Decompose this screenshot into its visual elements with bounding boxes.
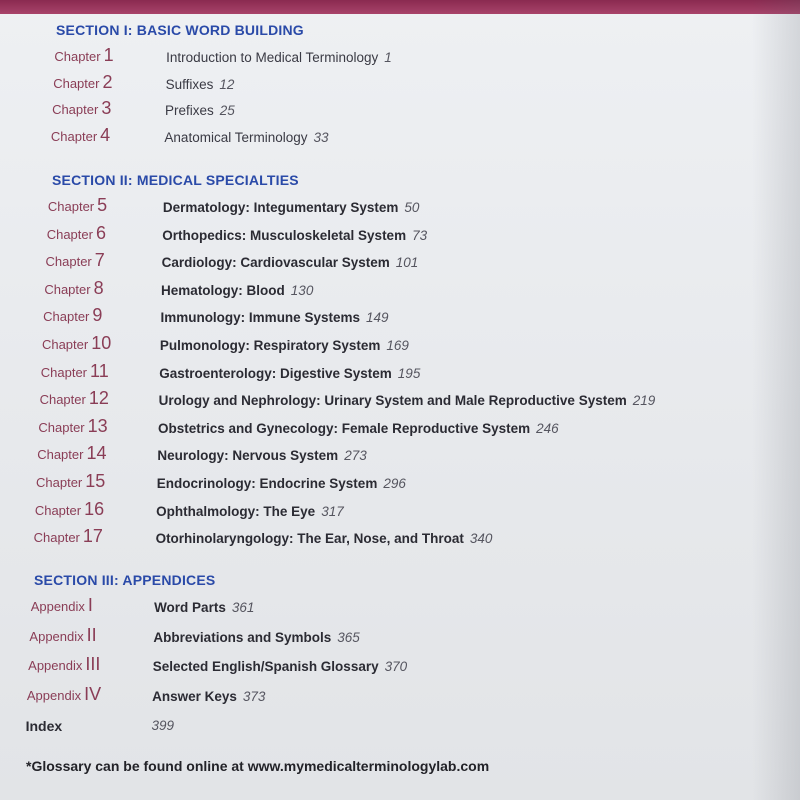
- entry-title: [162, 228, 427, 243]
- entry-label: [42, 333, 111, 354]
- entry-label: [26, 718, 63, 734]
- toc-entry: [40, 385, 800, 411]
- toc-entry: [37, 440, 797, 466]
- entry-title-text: Ophthalmology: The Eye: [156, 503, 316, 519]
- entry-title: [161, 283, 313, 298]
- entry-title: [156, 504, 344, 519]
- entry-label: [51, 125, 110, 146]
- toc-entry: [35, 496, 795, 522]
- entry-title: [160, 338, 409, 353]
- section-heading: SECTION I: BASIC WORD BUILDING: [56, 22, 304, 38]
- entry-number: 8: [93, 277, 104, 298]
- entry-number: III: [85, 654, 101, 674]
- entry-title: [160, 310, 388, 325]
- entry-title: [151, 718, 174, 733]
- entry-label: [43, 305, 102, 326]
- entry-title-text: Obstetrics and Gynecology: Female Reproductive System: [158, 420, 531, 436]
- entry-label: [46, 250, 105, 271]
- entry-title: [159, 366, 420, 381]
- entry-title-text: Neurology: Nervous System: [157, 448, 339, 464]
- entry-number: 15: [85, 471, 106, 491]
- entry-number: 11: [90, 360, 109, 381]
- entry-title: [157, 448, 366, 463]
- entry-label-text: Chapter: [39, 392, 86, 408]
- entry-page-number: 370: [384, 659, 408, 674]
- entry-page-number: 399: [151, 718, 174, 733]
- entry-label: [54, 45, 113, 66]
- entry-page-number: 33: [313, 129, 329, 145]
- entry-title: [164, 130, 328, 145]
- entry-label-text: Appendix: [26, 687, 82, 703]
- entry-title-text: Abbreviations and Symbols: [153, 629, 332, 645]
- entry-title: [153, 659, 407, 674]
- glossary-footnote: *Glossary can be found online at www.mymedicalterminologylab.com: [26, 758, 490, 774]
- entry-label-text: Index: [25, 718, 63, 734]
- entry-page-number: 296: [383, 476, 406, 491]
- entry-page-number: 373: [242, 688, 266, 704]
- toc-entry: [48, 192, 800, 218]
- entry-page-number: 317: [321, 503, 344, 519]
- toc-entry: [54, 42, 800, 68]
- entry-title: [152, 689, 265, 704]
- entry-page-number: 73: [412, 227, 428, 243]
- entry-page-number: 169: [386, 338, 409, 353]
- entry-title: [154, 600, 254, 615]
- entry-title-text: Hematology: Blood: [161, 282, 285, 298]
- entry-title: [157, 476, 406, 491]
- entry-number: 4: [100, 124, 111, 145]
- section-heading: SECTION III: APPENDICES: [34, 572, 216, 588]
- entry-number: 5: [97, 195, 108, 215]
- entry-number: I: [87, 595, 93, 615]
- entry-label-text: Chapter: [43, 309, 90, 325]
- entry-label-text: Chapter: [44, 281, 91, 297]
- entry-title-text: Orthopedics: Musculoskeletal System: [162, 227, 407, 243]
- entry-number: 12: [88, 388, 109, 409]
- entry-page-number: 219: [632, 393, 656, 409]
- entry-label: [38, 416, 107, 437]
- entry-title: [163, 200, 420, 215]
- entry-label: [41, 361, 109, 382]
- entry-title-text: Introduction to Medical Terminology: [166, 50, 379, 65]
- entry-title-text: Cardiology: Cardiovascular System: [161, 255, 390, 271]
- entry-title: [158, 421, 559, 436]
- entry-page-number: 25: [219, 103, 235, 118]
- entry-title-text: Otorhinolaryngology: The Ear, Nose, and Throat: [155, 531, 464, 547]
- entry-page-number: 365: [337, 629, 360, 645]
- toc-entry: [26, 710, 786, 736]
- entry-label-text: Chapter: [52, 102, 99, 117]
- entry-label-text: Chapter: [40, 364, 88, 380]
- toc-entry: [31, 592, 791, 618]
- entry-title: [153, 630, 359, 645]
- entry-number: 3: [101, 98, 112, 118]
- entry-label: [35, 499, 104, 520]
- entry-page-number: 101: [395, 255, 419, 271]
- entry-title: [156, 531, 493, 546]
- entry-number: 1: [103, 45, 114, 65]
- toc-entry: [52, 95, 800, 121]
- entry-page-number: 195: [397, 365, 421, 381]
- entry-page-number: 273: [344, 448, 367, 464]
- entry-label-text: Appendix: [29, 628, 84, 644]
- toc-entry: [36, 468, 796, 494]
- entry-number: IV: [84, 683, 102, 704]
- toc-entry: [44, 275, 800, 301]
- entry-label: [27, 684, 101, 705]
- entry-label: [34, 526, 103, 547]
- entry-page-number: 1: [384, 50, 392, 65]
- entry-label: [40, 388, 109, 409]
- entry-title-text: Dermatology: Integumentary System: [162, 200, 399, 215]
- entry-label: [37, 443, 106, 464]
- entry-page-number: 340: [469, 531, 493, 547]
- entry-number: 14: [86, 443, 107, 464]
- entry-label-text: Appendix: [28, 658, 83, 673]
- toc-entry: [41, 358, 800, 384]
- toc-entry: [51, 122, 800, 148]
- entry-label-text: Chapter: [45, 254, 92, 270]
- entry-title-text: Endocrinology: Endocrine System: [156, 476, 378, 491]
- toc-entry: [46, 247, 800, 273]
- entry-title: [165, 103, 235, 118]
- entry-number: 17: [82, 526, 103, 547]
- entry-number: II: [86, 624, 97, 645]
- entry-number: 9: [92, 305, 103, 326]
- entry-label: [47, 223, 106, 244]
- entry-number: 16: [84, 498, 105, 519]
- entry-label-text: Chapter: [36, 475, 83, 490]
- entry-label: [28, 654, 100, 675]
- entry-label-text: Chapter: [50, 128, 98, 144]
- entry-label-text: Chapter: [46, 226, 93, 242]
- entry-page-number: 361: [231, 600, 255, 615]
- entry-label: [29, 625, 96, 646]
- entry-label-text: Chapter: [41, 337, 89, 352]
- entry-title: [159, 393, 656, 408]
- entry-label-text: Appendix: [30, 599, 85, 614]
- entry-title-text: Urology and Nephrology: Urinary System and Male Reproductive System: [158, 393, 627, 409]
- entry-number: 2: [102, 71, 113, 92]
- entry-label-text: Chapter: [33, 530, 80, 546]
- entry-title-text: Pulmonology: Respiratory System: [159, 338, 381, 353]
- entry-page-number: 149: [365, 310, 389, 326]
- entry-number: 10: [91, 333, 112, 353]
- entry-number: 6: [95, 222, 106, 243]
- entry-title-text: Prefixes: [165, 103, 214, 118]
- entry-number: 13: [87, 415, 108, 436]
- entry-title-text: Selected English/Spanish Glossary: [152, 659, 379, 674]
- entry-label-text: Chapter: [53, 75, 100, 91]
- toc-entry: [47, 220, 800, 246]
- entry-label-text: Chapter: [38, 419, 85, 435]
- entry-page-number: 246: [536, 420, 559, 436]
- entry-label: [48, 195, 107, 216]
- toc-entry: [27, 681, 787, 707]
- entry-title-text: Immunology: Immune Systems: [160, 310, 360, 326]
- entry-label-text: Chapter: [37, 447, 84, 463]
- entry-title-text: Suffixes: [165, 76, 214, 92]
- toc-entry: [38, 413, 798, 439]
- entry-title: [166, 50, 392, 65]
- entry-label: [36, 471, 105, 492]
- entry-label: [52, 98, 111, 119]
- entry-title-text: Word Parts: [154, 600, 226, 615]
- toc-entry: [28, 651, 788, 677]
- entry-number: 7: [94, 250, 105, 271]
- entry-title: [162, 255, 419, 270]
- entry-label-text: Chapter: [54, 49, 101, 64]
- toc-entry: [43, 302, 800, 328]
- entry-label-text: Chapter: [47, 199, 95, 214]
- entry-title-text: Anatomical Terminology: [164, 129, 308, 145]
- entry-page-number: 12: [219, 76, 235, 92]
- toc-entry: [53, 69, 800, 95]
- entry-label: [53, 72, 112, 93]
- entry-label-text: Chapter: [34, 502, 82, 518]
- entry-page-number: 50: [404, 200, 420, 215]
- entry-page-number: 130: [290, 282, 314, 298]
- entry-title: [166, 77, 235, 92]
- section-heading: SECTION II: MEDICAL SPECIALTIES: [52, 172, 299, 188]
- entry-title-text: Answer Keys: [152, 688, 237, 704]
- toc-entry: [34, 523, 794, 549]
- toc-entry: [42, 330, 800, 356]
- entry-title-text: Gastroenterology: Digestive System: [159, 365, 392, 381]
- toc-entry: [29, 622, 789, 648]
- entry-label: [31, 595, 93, 616]
- entry-label: [44, 278, 103, 299]
